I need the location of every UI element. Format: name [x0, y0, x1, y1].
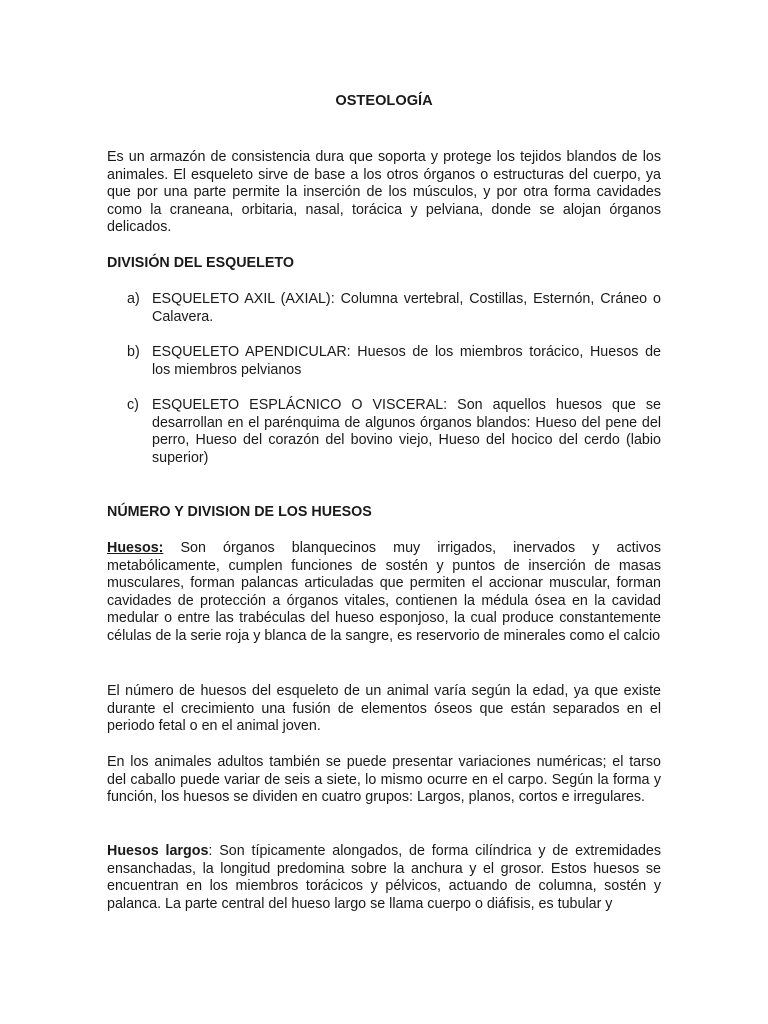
- document-title: OSTEOLOGÍA: [335, 93, 433, 109]
- list-item-text: ESQUELETO AXIL (AXIAL): Columna vertebral, Costillas, Esternón, Cráneo o Calavera.: [152, 291, 661, 325]
- huesos-largos-definition: : Son típicamente alongados, de forma cilíndrica y de extremidades ensanchadas, la longitud predomina sobre la anchura y el grosor. Estos huesos se encuentran en los miembros torácicos y pélvicos, actuando de columna, sostén y palanca. La parte central del hueso largo se llama cuerpo o diáfisis, es tubular y: [107, 843, 661, 912]
- huesos-paragraph: [107, 540, 661, 646]
- adultos-paragraph: En los animales adultos también se puede presentar variaciones numéricas; el tarso del caballo puede variar de seis a siete, lo mismo ocurre en el carpo. Según la forma y función, los huesos se dividen en cuatro grupos: Largos, planos, cortos e irregulares.: [107, 754, 661, 806]
- list-item-text: ESQUELETO APENDICULAR: Huesos de los miembros torácico, Huesos de los miembros pelvianos: [152, 344, 661, 378]
- numero-paragraph: El número de huesos del esqueleto de un animal varía según la edad, ya que existe durante el crecimiento una fusión de elementos óseos que están separados en el periodo fetal o en el animal joven.: [107, 683, 661, 735]
- huesos-definition: Son órganos blanquecinos muy irrigados, inervados y activos metabólicamente, cumplen funciones de sostén y puntos de inserción de masas musculares, forman palancas articuladas que permiten el accionar muscular, forman cavidades de protección a órganos vitales, contienen la médula ósea en la cavidad medular o entre las trabéculas del hueso esponjoso, la cual produce constantemente células de la serie roja y blanca de la sangre, es reservorio de minerales como el calcio: [107, 540, 661, 644]
- huesos-largos-paragraph: [107, 843, 661, 913]
- huesos-term: Huesos:: [107, 540, 164, 556]
- division-item-axial: [127, 291, 661, 326]
- huesos-largos-term: Huesos largos: [107, 843, 209, 859]
- list-item-text: ESQUELETO ESPLÁCNICO O VISCERAL: Son aquellos huesos que se desarrollan en el parénquima de algunos órganos blandos: Hueso del pene del perro, Hueso del corazón del bovino viejo, Hueso del hocico del cerdo (labio superior): [152, 397, 661, 466]
- division-item-apendicular: [127, 344, 661, 379]
- list-marker: b): [127, 344, 140, 360]
- list-marker: a): [127, 291, 140, 307]
- numero-heading: NÚMERO Y DIVISION DE LOS HUESOS: [107, 504, 372, 520]
- intro-paragraph: Es un armazón de consistencia dura que soporta y protege los tejidos blandos de los animales. El esqueleto sirve de base a los otros órganos o estructuras del cuerpo, ya que por una parte permite la inserción de los músculos, y por otra forma cavidades como la craneana, orbitaria, nasal, torácica y pelviana, donde se alojan órganos delicados.: [107, 149, 661, 236]
- list-marker: c): [127, 397, 139, 413]
- division-item-visceral: [127, 397, 661, 467]
- division-heading: DIVISIÓN DEL ESQUELETO: [107, 255, 294, 271]
